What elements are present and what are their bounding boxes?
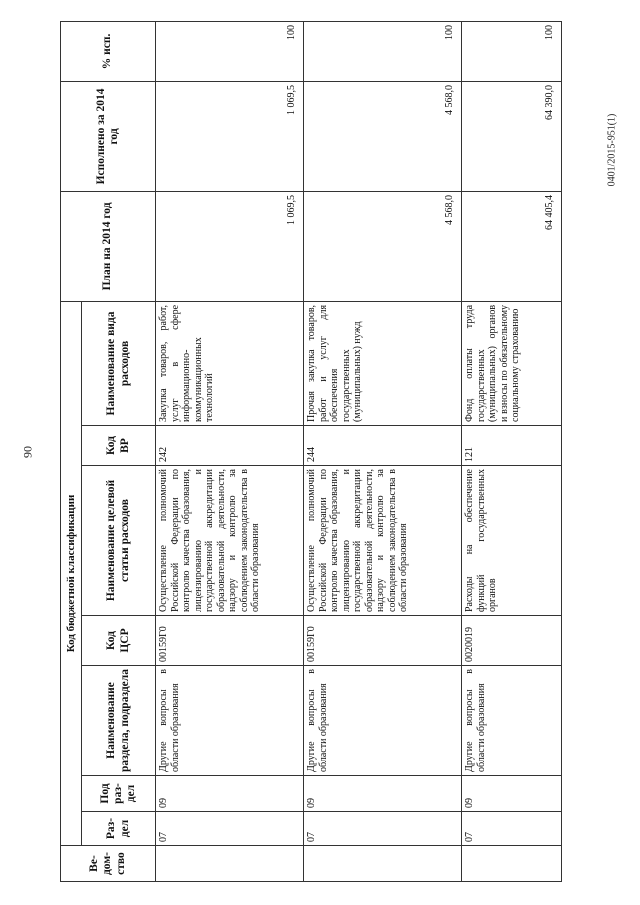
budget-table [60,21,562,882]
cell-podrazdel: 09 [304,776,462,812]
page-number: 90 [20,446,35,458]
document-code: 0401/2015-951(1) [606,113,618,187]
cell-vedomstvo [462,846,562,882]
cell-podrazdel: 09 [462,776,562,812]
header-vr-code: Код ВР [82,426,156,466]
cell-vr-code: 121 [462,426,562,466]
table-row [156,21,304,881]
header-csr-code: Код ЦСР [82,616,156,666]
cell-csr-code: 00159Г0 [304,616,462,666]
cell-razdel: 07 [304,812,462,846]
cell-section-name: Другие вопросы в области образования [304,666,462,776]
cell-vr-code: 242 [156,426,304,466]
header-budget-classification-code: Код бюджетной классификации [61,301,82,845]
cell-vedomstvo [156,846,304,882]
cell-razdel: 07 [462,812,562,846]
cell-vedomstvo [304,846,462,882]
cell-target-item-name: Осуществление полномочий Российской Федерации по контролю качества образования, лицензированию и государственной аккредитации образовательной деятельности, надзору и контролю за соблюдением законодательства в области образования [156,466,304,616]
table-row [462,21,562,881]
header-percent-executed: % исп. [61,21,156,81]
header-podrazdel: Под раз-дел [82,776,156,812]
cell-expense-type-name: Прочая закупка товаров, работ и услуг для обеспечения государственных (муниципальных) нужд [304,301,462,425]
cell-percent: 100 [462,21,562,81]
cell-executed: 1 069,5 [156,81,304,191]
header-razdel: Раз-дел [82,812,156,846]
cell-executed: 4 568,0 [304,81,462,191]
header-executed-2014: Исполнено за 2014 год [61,81,156,191]
budget-table-container [60,22,560,882]
cell-section-name: Другие вопросы в области образования [156,666,304,776]
cell-csr-code: 00159Г0 [156,616,304,666]
cell-executed: 64 390,0 [462,81,562,191]
header-vedomstvo: Ве-дом-ство [61,846,156,882]
cell-percent: 100 [304,21,462,81]
cell-plan: 64 405,4 [462,191,562,301]
header-expense-type-name: Наименование вида расходов [82,301,156,425]
cell-target-item-name: Расходы на обеспечение функций государственных органов [462,466,562,616]
cell-razdel: 07 [156,812,304,846]
cell-target-item-name: Осуществление полномочий Российской Федерации по контролю качества образования, лицензированию и государственной аккредитации образовательной деятельности, надзору и контролю за соблюдением законодательства в области образования [304,466,462,616]
cell-csr-code: 0020019 [462,616,562,666]
cell-plan: 1 069,5 [156,191,304,301]
header-plan-2014: План на 2014 год [61,191,156,301]
header-target-item-name: Наименование целевой статьи расходов [82,466,156,616]
cell-podrazdel: 09 [156,776,304,812]
cell-percent: 100 [156,21,304,81]
cell-section-name: Другие вопросы в области образования [462,666,562,776]
table-row [304,21,462,881]
header-section-name: Наименование раздела, подраздела [82,666,156,776]
cell-expense-type-name: Фонд оплаты труда государственных (муниципальных) органов и взносы по обязательному социальному страхованию [462,301,562,425]
cell-plan: 4 568,0 [304,191,462,301]
cell-vr-code: 244 [304,426,462,466]
cell-expense-type-name: Закупка товаров, работ, услуг в сфере информационно-коммуникационных технологий [156,301,304,425]
